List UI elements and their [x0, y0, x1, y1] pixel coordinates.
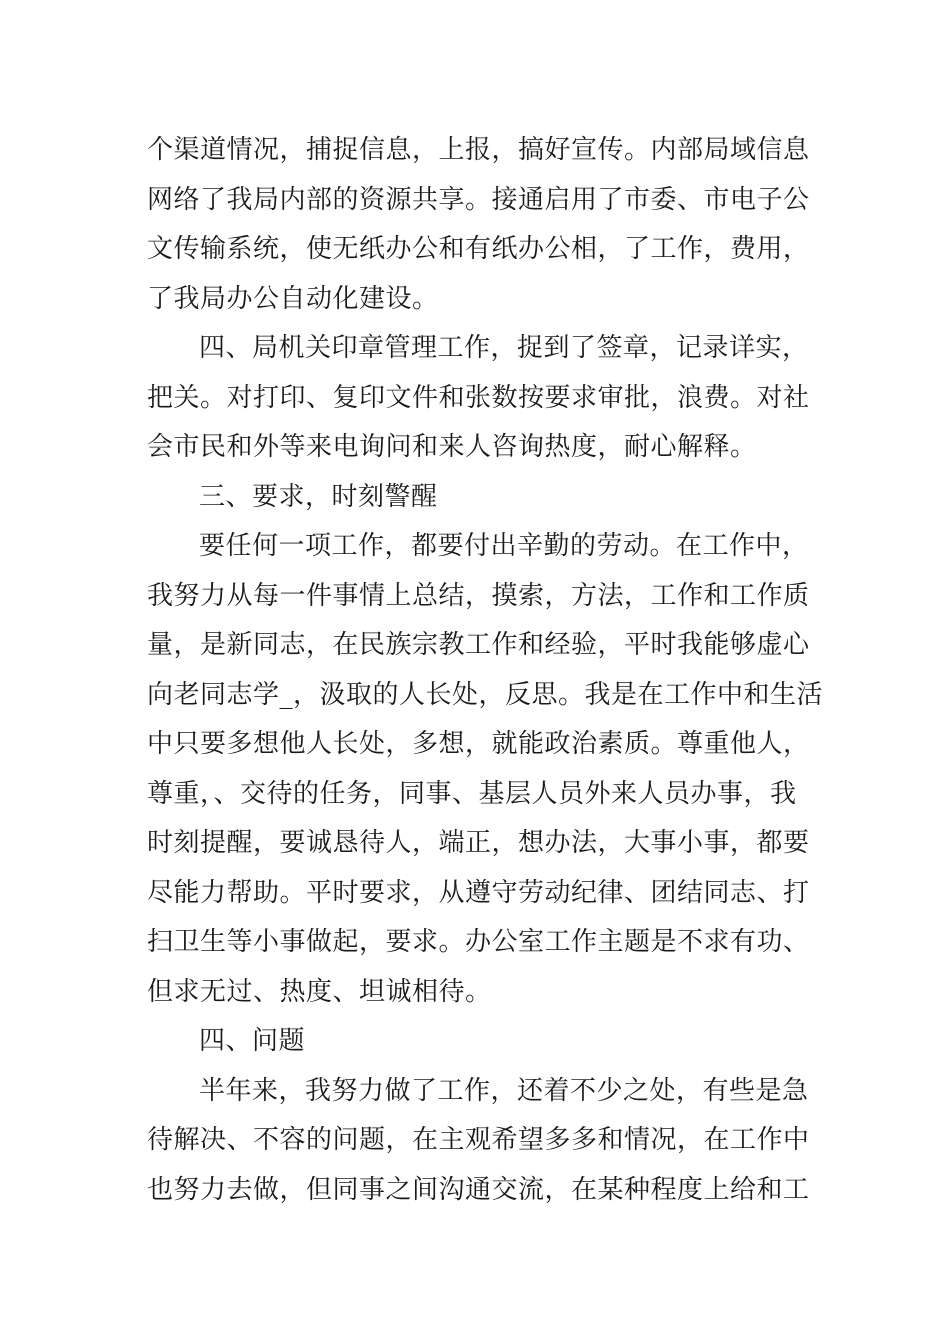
text-line: 待解决、不容的问题，在主观希望多多和情况，在工作中 — [147, 1125, 810, 1155]
text-line: 了我局办公自动化建设。 — [147, 283, 439, 314]
paragraph-first-line: 半年来，我努力做了工作，还着不少之处，有些是急 — [199, 1075, 809, 1106]
text-line: 文传输系统，使无纸办公和有纸办公相，了工作，费用， — [147, 234, 810, 264]
text-line: 也努力去做，但同事之间沟通交流，在某种程度上给和工 — [147, 1174, 810, 1205]
paragraph-first-line: 四、局机关印章管理工作，捉到了签章，记录详实， — [199, 333, 809, 363]
section-heading: 三、要求，时刻警醒 — [199, 481, 438, 512]
text-line: 我努力从每一件事情上总结，摸索，方法，工作和工作质 — [147, 580, 810, 611]
section-heading: 四、问题 — [199, 1026, 306, 1056]
text-line: 扫卫生等小事做起，要求。办公室工作主题是不求有功、 — [147, 927, 810, 957]
text-line: 尊重，、交待的任务，同事、基层人员外来人员办事，我 — [147, 778, 797, 809]
text-line: 中只要多想他人长处，多想，就能政治素质。尊重他人， — [147, 729, 810, 759]
text-line: 会市民和外等来电询问和来人咨询热度，耐心解释。 — [147, 432, 757, 462]
text-line: 时刻提醒，要诚恳待人，端正，想办法，大事小事，都要 — [147, 828, 810, 858]
text-line: 向老同志学_，汲取的人长处，反思。我是在工作中和生活 — [147, 679, 824, 710]
text-line: 把关。对打印、复印文件和张数按要求审批，浪费。对社 — [147, 382, 810, 413]
text-line: 量，是新同志，在民族宗教工作和经验，平时我能够虚心 — [147, 630, 810, 660]
text-line: 个渠道情况，捕捉信息，上报，搞好宣传。内部局域信息 — [147, 135, 810, 165]
text-line: 但求无过、热度、坦诚相待。 — [147, 976, 492, 1007]
document-body — [147, 126, 824, 1215]
paragraph-first-line: 要任何一项工作，都要付出辛勤的劳动。在工作中， — [199, 531, 809, 561]
text-line: 网络了我局内部的资源共享。接通启用了市委、市电子公 — [147, 184, 810, 215]
text-line: 尽能力帮助。平时要求，从遵守劳动纪律、团结同志、打 — [147, 877, 810, 908]
